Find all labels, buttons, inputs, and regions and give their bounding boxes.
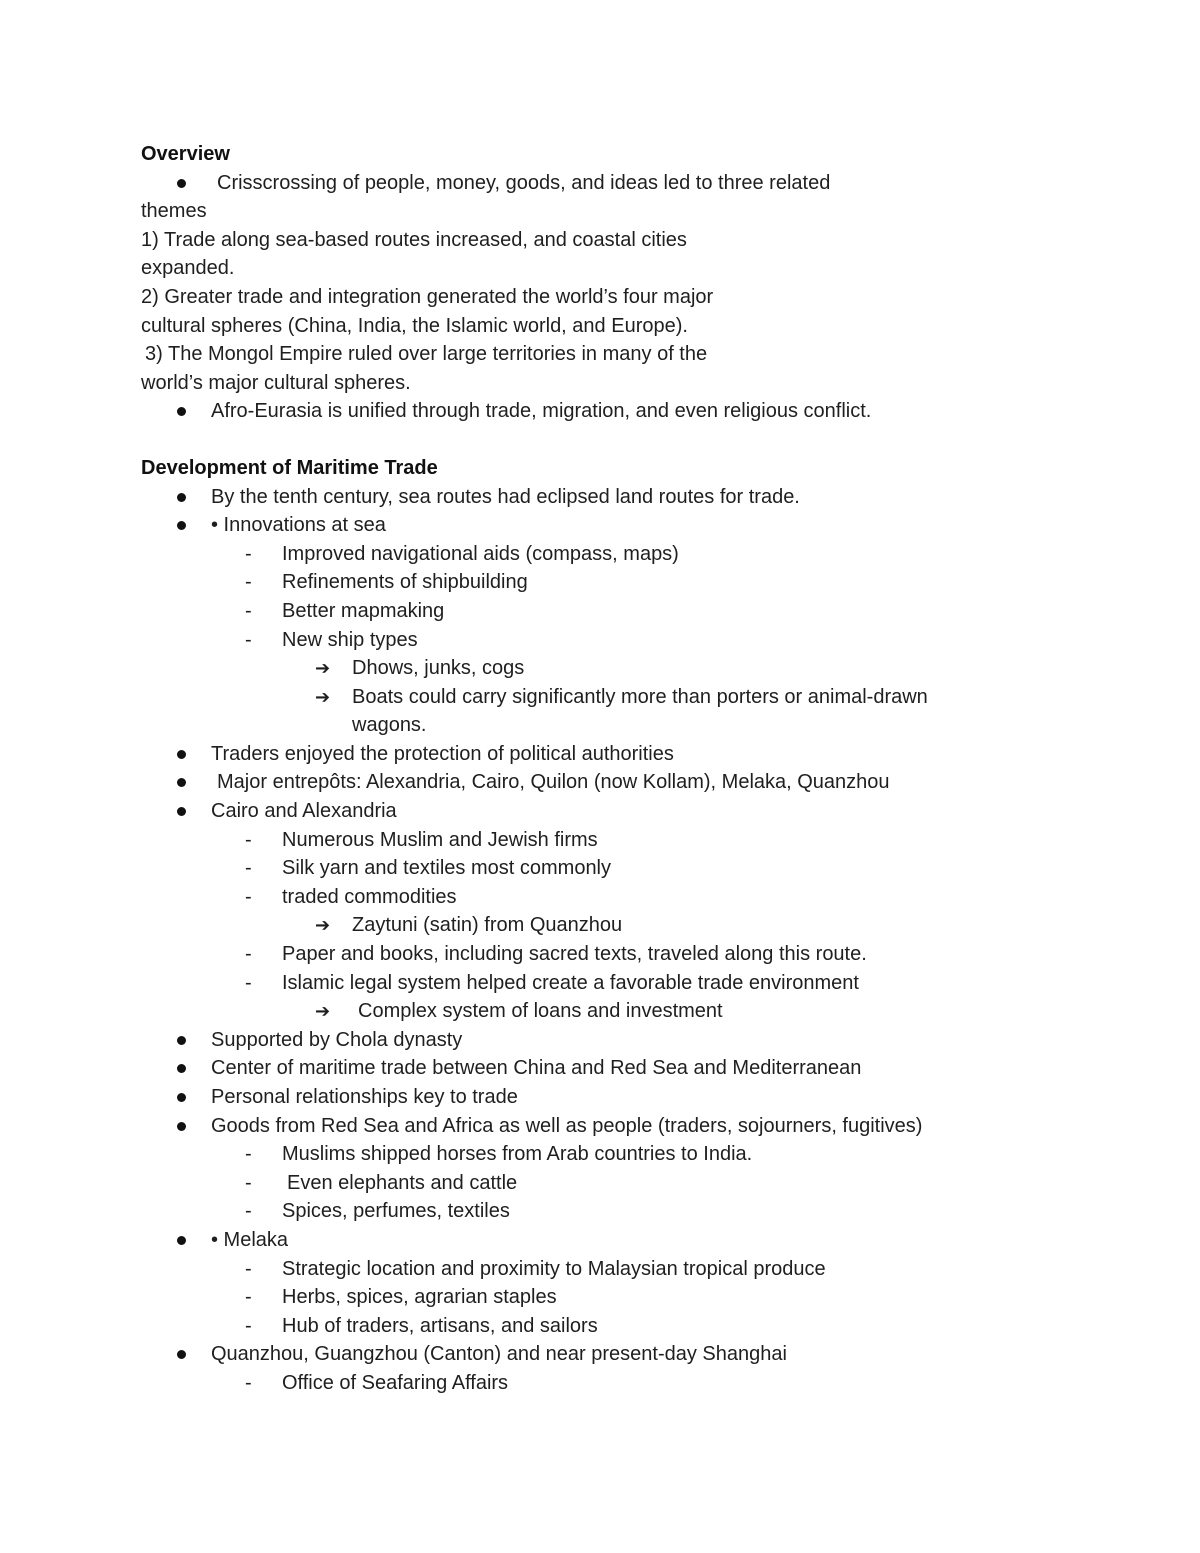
dash-marker: - <box>245 1171 252 1194</box>
dash-marker: - <box>245 885 252 908</box>
list-item-text: • Innovations at sea <box>211 514 386 537</box>
sub-list-item <box>141 1197 1101 1226</box>
sub-list-item-text: Refinements of shipbuilding <box>282 571 528 594</box>
sub-list-item <box>141 1312 1101 1341</box>
sub-list-item-text: Muslims shipped horses from Arab countries to India. <box>282 1143 753 1166</box>
sub-list-item-text: Hub of traders, artisans, and sailors <box>282 1314 598 1337</box>
theme-1-continuation: expanded. <box>141 257 235 280</box>
list-item-text: Traders enjoyed the protection of political authorities <box>211 742 674 765</box>
bullet-icon <box>177 1122 186 1131</box>
list-item <box>141 1083 1101 1112</box>
sub-sub-list-item <box>141 911 1101 940</box>
overview-bullet-text: Afro-Eurasia is unified through trade, migration, and even religious conflict. <box>211 400 872 423</box>
arrow-right-icon: ➔ <box>315 1001 331 1022</box>
overview-bullet-text: Crisscrossing of people, money, goods, and ideas led to three related <box>217 171 831 194</box>
theme-1-text: 1) Trade along sea-based routes increased, and coastal cities <box>141 228 687 251</box>
dash-marker: - <box>245 857 252 880</box>
sub-list-item-text: traded commodities <box>282 885 457 908</box>
list-item <box>141 511 1101 540</box>
overview-bullet-continuation: themes <box>141 200 207 223</box>
dash-marker: - <box>245 1371 252 1394</box>
list-item <box>141 169 1101 198</box>
sub-list-item <box>141 969 1101 998</box>
arrow-right-icon: ➔ <box>315 915 331 936</box>
list-item <box>141 483 1101 512</box>
sub-list-item-text: Islamic legal system helped create a favorable trade environment <box>282 971 859 994</box>
overview-heading: Overview <box>141 143 230 165</box>
list-item-text: • Melaka <box>211 1228 289 1251</box>
sub-list-item-text: Herbs, spices, agrarian staples <box>282 1286 557 1309</box>
sub-sub-list-item-text: Complex system of loans and investment <box>358 1000 723 1023</box>
list-item-text: Supported by Chola dynasty <box>211 1028 463 1051</box>
sub-list-item-text: Improved navigational aids (compass, maps) <box>282 542 679 565</box>
theme-3-continuation: world’s major cultural spheres. <box>141 371 411 394</box>
sub-list-item <box>141 940 1101 969</box>
list-item-text: Personal relationships key to trade <box>211 1086 518 1108</box>
bullet-icon <box>177 1236 186 1245</box>
sub-list-item <box>141 626 1101 655</box>
sub-list-item <box>141 597 1101 626</box>
list-item <box>141 397 1101 426</box>
paragraph-line <box>141 226 1101 255</box>
list-item-text: Major entrepôts: Alexandria, Cairo, Quilon (now Kollam), Melaka, Quanzhou <box>217 771 890 794</box>
list-item <box>141 768 1101 797</box>
sub-list-item <box>141 1283 1101 1312</box>
bullet-icon <box>177 1093 186 1102</box>
dash-marker: - <box>245 1200 252 1223</box>
bullet-icon <box>177 1036 186 1045</box>
bullet-icon <box>177 521 186 530</box>
sub-list-item <box>141 883 1101 912</box>
sub-list-item <box>141 1255 1101 1284</box>
bullet-icon <box>177 407 186 416</box>
sub-sub-list-item-text: Boats could carry significantly more than porters or animal-drawn <box>352 685 928 708</box>
list-item-text: Center of maritime trade between China and Red Sea and Mediterranean <box>211 1057 862 1080</box>
sub-list-item-text: Silk yarn and textiles most commonly <box>282 857 612 880</box>
sub-sub-list-item-text: Zaytuni (satin) from Quanzhou <box>352 914 623 937</box>
dash-marker: - <box>245 599 252 622</box>
paragraph-line <box>141 283 1101 312</box>
list-item <box>141 1026 1101 1055</box>
list-item-text: Quanzhou, Guangzhou (Canton) and near present-day Shanghai <box>211 1343 787 1366</box>
dash-marker: - <box>245 828 252 851</box>
maritime-heading-line <box>141 454 1101 483</box>
theme-3-text: 3) The Mongol Empire ruled over large territories in many of the <box>145 343 708 366</box>
sub-list-item-text: Spices, perfumes, textiles <box>282 1200 510 1223</box>
sub-list-item <box>141 1169 1101 1198</box>
dash-marker: - <box>245 571 252 594</box>
paragraph-line <box>141 254 1101 283</box>
dash-marker: - <box>245 628 252 651</box>
sub-list-item <box>141 568 1101 597</box>
bullet-icon <box>177 750 186 759</box>
sub-list-item-text: Strategic location and proximity to Malaysian tropical produce <box>282 1257 826 1280</box>
theme-2-continuation: cultural spheres (China, India, the Islamic world, and Europe). <box>141 314 688 337</box>
arrow-right-icon: ➔ <box>315 658 331 679</box>
list-item <box>141 1112 1101 1141</box>
paragraph-line <box>141 197 1101 226</box>
list-item-text: Cairo and Alexandria <box>211 800 397 823</box>
sub-list-item <box>141 854 1101 883</box>
sub-list-item-text: Office of Seafaring Affairs <box>282 1371 509 1394</box>
sub-list-item <box>141 1369 1101 1398</box>
sub-list-item-text: Better mapmaking <box>282 599 445 622</box>
sub-list-item-text: Even elephants and cattle <box>287 1171 518 1194</box>
theme-2-text: 2) Greater trade and integration generated the world’s four major <box>141 285 714 308</box>
sub-list-item <box>141 1140 1101 1169</box>
bullet-icon <box>177 807 186 816</box>
sub-list-item <box>141 826 1101 855</box>
document-page <box>141 140 1101 1398</box>
list-item-text: Goods from Red Sea and Africa as well as people (traders, sojourners, fugitives) <box>211 1114 923 1137</box>
maritime-heading: Development of Maritime Trade <box>141 456 438 479</box>
bullet-icon <box>177 493 186 502</box>
paragraph-line <box>141 312 1101 341</box>
sub-sub-list-item-text: wagons. <box>352 714 427 737</box>
sub-sub-list-item <box>141 997 1101 1026</box>
list-item <box>141 1340 1101 1369</box>
dash-marker: - <box>245 971 252 994</box>
arrow-right-icon: ➔ <box>315 686 331 707</box>
dash-marker: - <box>245 1257 252 1280</box>
list-item-text: By the tenth century, sea routes had eclipsed land routes for trade. <box>211 485 800 508</box>
dash-marker: - <box>245 1143 252 1166</box>
paragraph-line <box>141 340 1101 369</box>
sub-list-item-text: Paper and books, including sacred texts, traveled along this route. <box>282 943 867 966</box>
sub-sub-list-item <box>141 654 1101 683</box>
section-spacer <box>141 426 1101 454</box>
sub-list-item-text: New ship types <box>282 628 418 651</box>
sub-sub-list-item-continuation <box>141 711 1101 740</box>
list-item <box>141 1054 1101 1083</box>
dash-marker: - <box>245 943 252 966</box>
bullet-icon <box>177 179 186 188</box>
bullet-icon <box>177 1350 186 1359</box>
list-item <box>141 740 1101 769</box>
sub-list-item-text: Numerous Muslim and Jewish firms <box>282 828 598 851</box>
list-item <box>141 1226 1101 1255</box>
paragraph-line <box>141 369 1101 398</box>
overview-heading-line <box>141 140 1101 169</box>
dash-marker: - <box>245 1314 252 1337</box>
list-item <box>141 797 1101 826</box>
dash-marker: - <box>245 1286 252 1309</box>
bullet-icon <box>177 778 186 787</box>
bullet-icon <box>177 1064 186 1073</box>
dash-marker: - <box>245 542 252 565</box>
sub-sub-list-item-text: Dhows, junks, cogs <box>352 657 525 680</box>
sub-list-item <box>141 540 1101 569</box>
sub-sub-list-item <box>141 683 1101 712</box>
